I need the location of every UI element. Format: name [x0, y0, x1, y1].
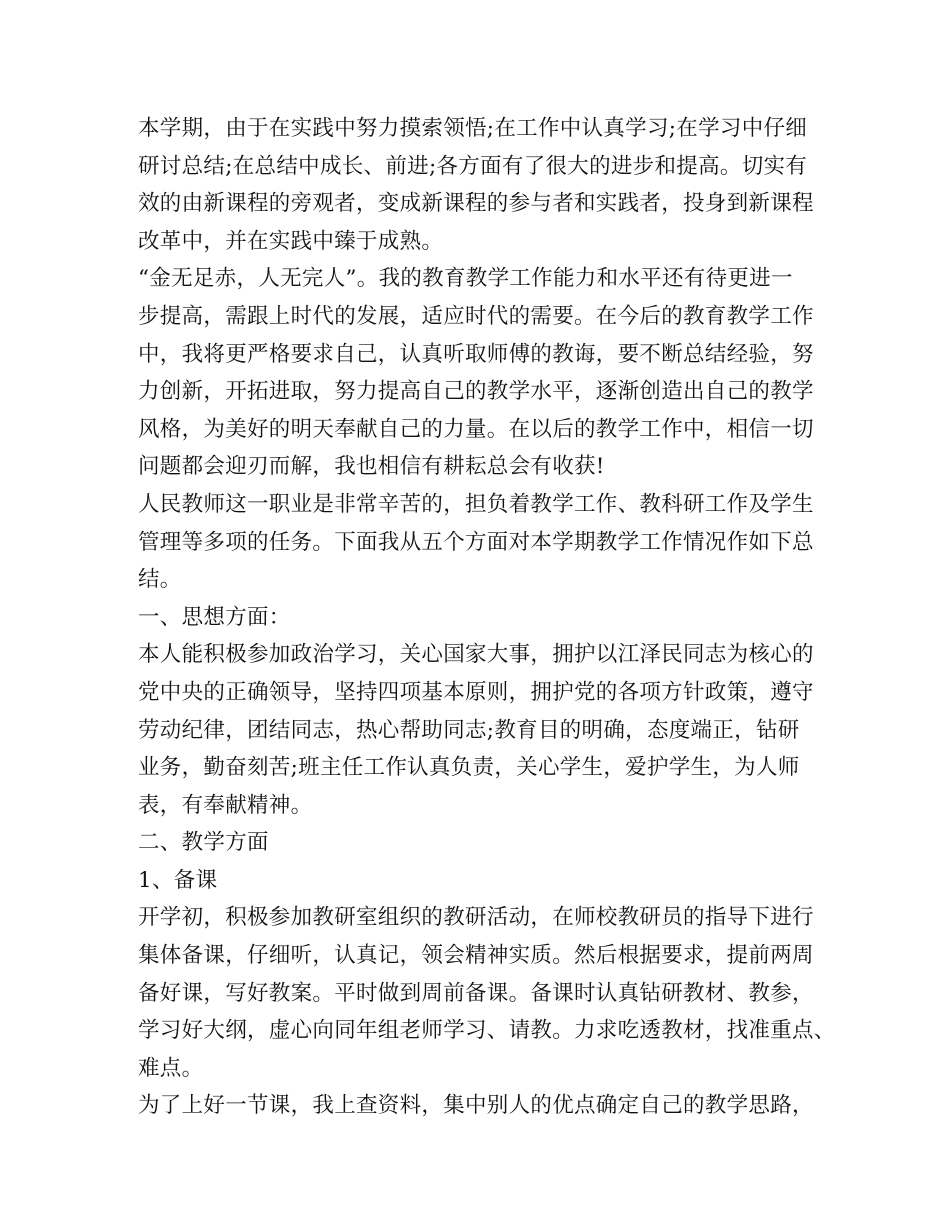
text-line: 研讨总结;在总结中成长、前进;各方面有了很大的进步和提高。切实有	[138, 153, 808, 179]
text-line: 改革中，并在实践中臻于成熟。	[138, 228, 444, 254]
text-line: 开学初，积极参加教研室组织的教研活动，在师校教研员的指导下进行	[138, 905, 814, 931]
text-line: 本学期，由于在实践中努力摸索领悟;在工作中认真学习;在学习中仔细	[138, 116, 808, 141]
text-line: 管理等多项的任务。下面我从五个方面对本学期教学工作情况作如下总	[138, 529, 814, 555]
text-line: 表，有奉献精神。	[138, 792, 313, 818]
text-line: 备好课，写好教案。平时做到周前备课。备课时认真钻研教材、教参，	[138, 980, 814, 1006]
text-line: 劳动纪律，团结同志，热心帮助同志;教育目的明确，态度端正，钻研	[138, 717, 800, 743]
text-line: 为了上好一节课，我上查资料，集中别人的优点确定自己的教学思路，	[138, 1093, 814, 1119]
text-line: 结。	[138, 567, 182, 593]
text-line: 风格，为美好的明天奉献自己的力量。在以后的教学工作中，相信一切	[138, 416, 814, 442]
text-line: 人民教师这一职业是非常辛苦的，担负着教学工作、教科研工作及学生	[138, 491, 814, 517]
document-body	[138, 110, 838, 1125]
text-line: 问题都会迎刃而解，我也相信有耕耘总会有收获!	[138, 454, 605, 480]
subsection-heading: 1、备课	[138, 867, 218, 893]
text-line: 力创新，开拓进取，努力提高自己的教学水平，逐渐创造出自己的教学	[138, 379, 814, 405]
text-line: 党中央的正确领导，坚持四项基本原则，拥护党的各项方针政策，遵守	[138, 679, 814, 705]
text-line: “金无足赤，人无完人”。我的教育教学工作能力和水平还有待更进一	[138, 266, 793, 292]
text-line: 本人能积极参加政治学习，关心国家大事，拥护以江泽民同志为核心的	[138, 642, 814, 668]
text-line: 效的由新课程的旁观者，变成新课程的参与者和实践者，投身到新课程	[138, 191, 814, 217]
text-line: 中，我将更严格要求自己，认真听取师傅的教诲，要不断总结经验，努	[138, 341, 814, 367]
section-heading: 二、教学方面	[138, 830, 269, 856]
text-line: 业务，勤奋刻苦;班主任工作认真负责，关心学生，爱护学生，为人师	[138, 755, 800, 781]
text-line: 学习好大纲，虚心向同年组老师学习、请教。力求吃透教材，找准重点、	[138, 1018, 836, 1044]
text-line: 难点。	[138, 1055, 204, 1081]
section-heading: 一、思想方面：	[138, 604, 291, 630]
text-line: 集体备课，仔细听，认真记，领会精神实质。然后根据要求，提前两周	[138, 943, 814, 969]
text-line: 步提高，需跟上时代的发展，适应时代的需要。在今后的教育教学工作	[138, 303, 814, 329]
